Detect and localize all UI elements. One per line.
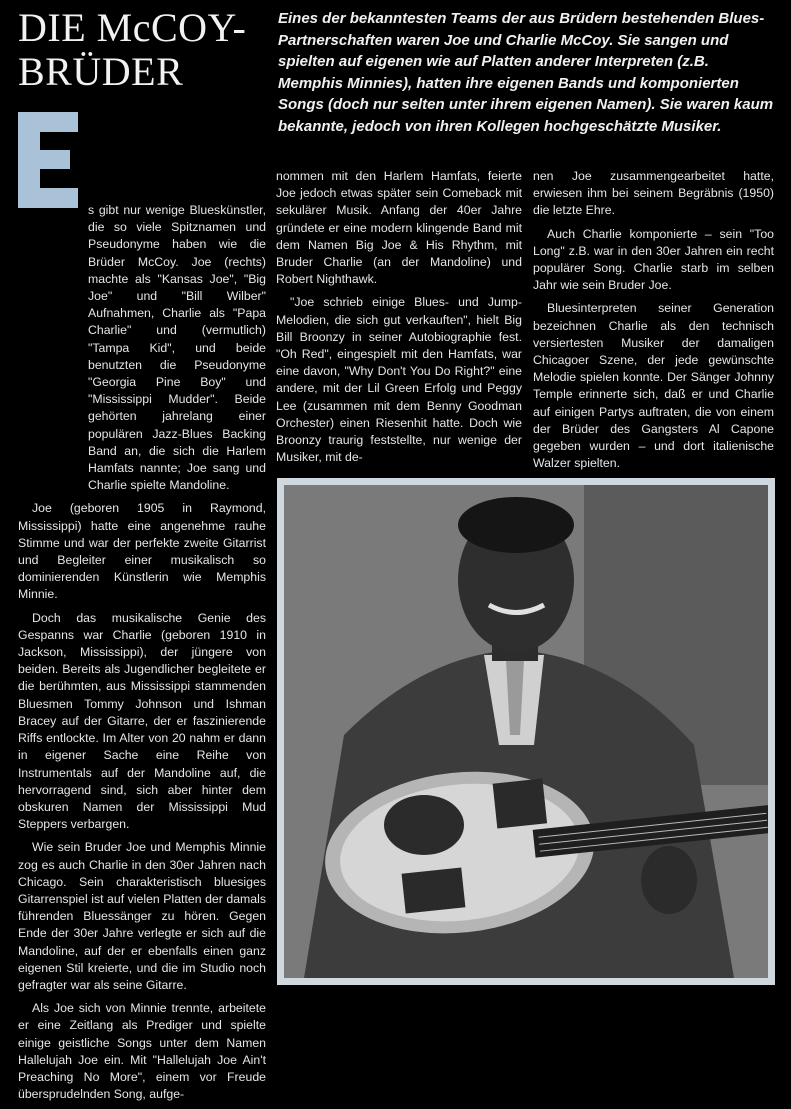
- musician-with-resonator-guitar-icon: [284, 485, 768, 978]
- title-line-2: BRÜDER: [18, 49, 184, 94]
- column-3-paragraph-2: Auch Charlie komponierte – sein "Too Long" z.B. war in den 30er Jahren ein recht populärer Song. Charlie starb im selben Jahr wie sein Bruder Joe.: [533, 226, 774, 293]
- column-1-paragraph-3: Doch das musikalische Genie des Gespanns war Charlie (geboren 1910 in Jackson, Mississippi), der jüngere von beiden. Bereits als Jugendlicher begleitete er die berühmten, aus Mississippi stammenden Bluesmen Tommy Johnson und Ishman Bracey auf der Gitarre, der er faszinierende Riffs entlockte. Im Alter von 20 nahm er dann in eigener Sache eine Reihe von Instrumentals auf der Mandoline auf, die hervorragend sind, sich aber hinter dem obskuren Namen der Mississippi Mud Steppers verbargen.: [18, 610, 266, 832]
- column-3-paragraph-3: Bluesinterpreten seiner Generation bezeichnen Charlie als den technisch versiertesten Musiker der damaligen Chicagoer Szene, der jede gewünschte Melodie spielen konnte. Der Sänger Johnny Temple erinnerte sich, daß er und Charlie auf einigen Partys auftraten, die von einem der Brüder des Gangsters Al Capone gegeben wurden – und dort italienische Walzer spielten.: [533, 301, 774, 471]
- column-2-paragraph-2: "Joe schrieb einige Blues- und Jump-Melodien, die sich gut verkauften", hielt Big Bill Broonzy in seiner Autobiographie fest. "Oh Red", eingespielt mit den Hamfats, war eine davon, "Why Don't You Do Right?" eine andere, mit der Lil Green Erfolg und Peggy Lee (zusammen mit dem Benny Goodman Orchester) einen Riesenhit hatte. Doch wie Broonzy traurig feststellte, nur wenige der Musiker, mit de-: [276, 295, 522, 465]
- column-1-paragraph-2: Joe (geboren 1905 in Raymond, Mississippi) hatte eine angenehme rauhe Stimme und war der perfekte zweite Gitarrist und Begleiter einer musikalisch so dominierenden Künstlerin wie Memphis Minnie.: [18, 501, 266, 602]
- column-3: [533, 168, 774, 478]
- intro-lead: Eines der bekanntesten Teams der aus Brüdern bestehenden Blues-Partnerschaften waren Joe und Charlie McCoy. Sie sangen und spielten auf eigenen wie auf Platten anderer Interpreten (z.B. Memphis Minnies), hatten ihre eigenen Bands und komponierten Songs (doch nur selten unter ihrem eigenen Namen). Sie waren kaum bekannte, jedoch von ihren Kollegen hochgeschätzte Musiker.: [278, 10, 774, 135]
- column-3-paragraph-1: nen Joe zusammengearbeitet hatte, erwiesen ihm bei seinem Begräbnis (1950) die letzte Ehre.: [533, 169, 774, 218]
- column-1-paragraph-5: Als Joe sich von Minnie trennte, arbeitete er eine Zeitlang als Prediger und spielte einige geistliche Songs unter dem Namen Hallelujah Joe ein. Mit "Hallelujah Joe Ain't Preaching No More", einem vor Freude übersprudelnden Song, aufge-: [18, 1001, 266, 1102]
- column-1-paragraph-4: Wie sein Bruder Joe und Memphis Minnie zog es auch Charlie in den 30er Jahren nach Chicago. Sein charakteristisch bluesiges Gitarrenspiel ist auf vielen Platten der damals führenden Bluessänger zu hören. Gegen Ende der 30er Jahre verlegte er sich auf die Mandoline, auf der er ebenfalls einen ganz eigenen Stil kreierte, und die im Studio noch gefragter war als seine Gitarre.: [18, 840, 266, 992]
- musician-photo: [284, 485, 768, 978]
- column-1-paragraph-1: s gibt nur wenige Blueskünstler, die so viele Spitznamen und Pseudonyme haben wie die Brüder McCoy. Joe (rechts) machte als "Kansas Joe", "Big Joe" und "Bill Wilber" Aufnahmen, Charlie als "Papa Charlie" und (vermutlich) "Tampa Kid", und beide benutzten die Pseudonyme "Georgia Pine Boy" und "Mississippi Mudder". Beide gehörten jahrelang einer populären Jazz-Blues Backing Band an, die sich die Harlem Hamfats nannte; Joe sang und Charlie spielte Mandoline.: [88, 203, 266, 493]
- column-2-paragraph-1: nommen mit den Harlem Hamfats, feierte Joe jedoch etwas später sein Comeback mit sekulärer Musik. Anfang der 40er Jahre gründete er eine modern klingende Band mit dem Namen Big Joe & His Rhythm, mit Bruder Charlie (an der Mandoline) und Robert Nighthawk.: [276, 169, 522, 287]
- title-line-1: DIE McCOY-: [18, 5, 247, 50]
- article-title: [18, 6, 258, 94]
- column-1: [18, 178, 266, 1109]
- column-2: [276, 168, 522, 472]
